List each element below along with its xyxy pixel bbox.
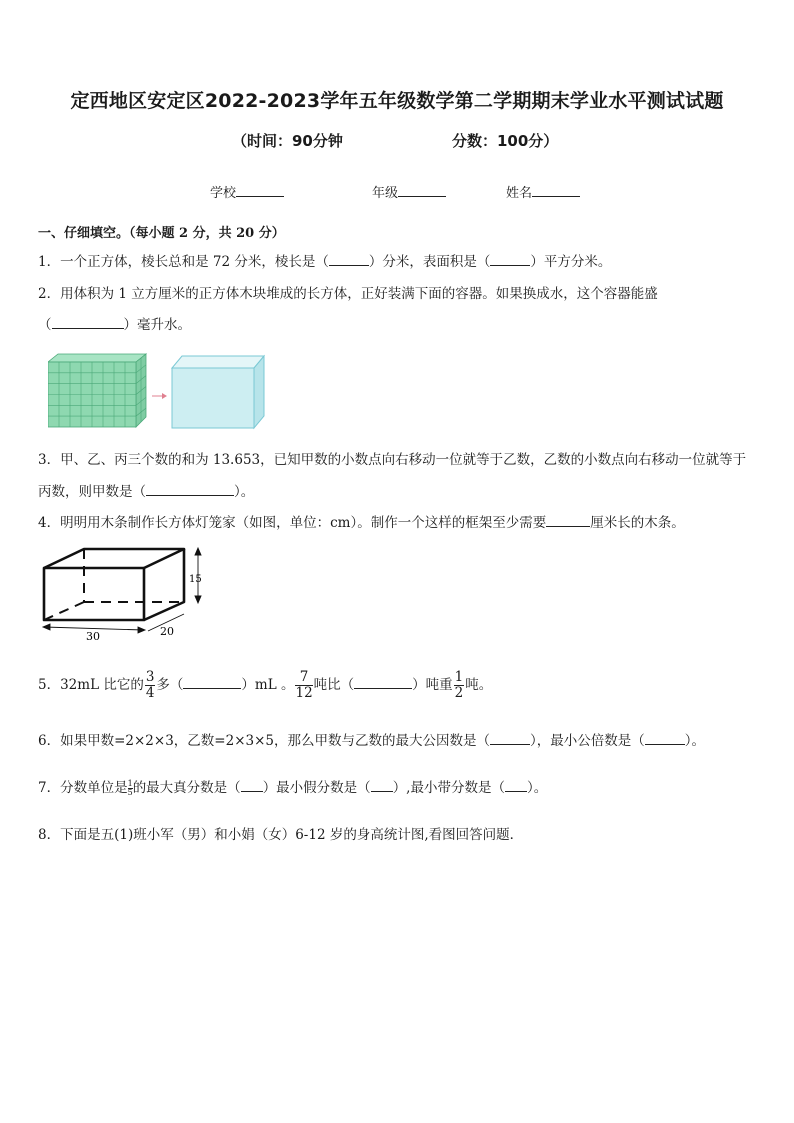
question-4	[38, 511, 685, 531]
q7-text-e: ）。	[526, 780, 548, 796]
q5-fraction-3-4: $\frac{3}{4}$	[145, 669, 155, 701]
school-label: 学校	[210, 186, 237, 201]
q2-text-a: （	[38, 317, 52, 333]
q6-blank-1[interactable]	[490, 730, 530, 745]
q2-figure	[48, 352, 268, 432]
dim-width-label: 20	[160, 625, 174, 638]
dim-length-label: 30	[86, 630, 100, 643]
q5-blank-2[interactable]	[354, 674, 412, 689]
q7-text-c: ）最小假分数是（	[262, 780, 371, 796]
page-title: 定西地区安定区2022-2023学年五年级数学第二学期期末学业水平测试试题	[70, 90, 724, 112]
name-field[interactable]	[506, 182, 580, 201]
cuboid-top-face	[44, 549, 184, 568]
q7-fraction-1-5: $\frac{1}{5}$	[127, 779, 133, 797]
q4-text-b: 厘米长的木条。	[590, 515, 685, 531]
question-8: 8．下面是五(1)班小军（男）和小娟（女）6-12 岁的身高统计图,看图回答问题．	[38, 827, 524, 843]
grade-field[interactable]	[372, 182, 446, 201]
question-2-line2	[38, 313, 191, 333]
q2-text-b: ）毫升水。	[123, 317, 191, 333]
q1-text-c: ）平方分米。	[530, 254, 612, 270]
cuboid-figure	[38, 544, 218, 644]
name-label: 姓名	[506, 186, 533, 201]
dim-height-label: 15	[189, 574, 202, 585]
q3-blank[interactable]	[146, 481, 234, 496]
arrow-icon	[152, 393, 167, 399]
question-2-line1: 2．用体积为 1 立方厘米的正方体木块堆成的长方体，正好装满下面的容器。如果换成水，这个容器能盛	[38, 286, 658, 302]
q1-blank-2[interactable]	[490, 251, 530, 266]
q5-text-a: 5．32mL 比它的	[38, 677, 144, 693]
question-3-line1: 3．甲、乙、丙三个数的和为 13.653，已知甲数的小数点向右移动一位就等于乙数，乙数的小数点向右移动一位就等于	[38, 452, 747, 468]
q7-text-a: 7．分数单位是	[38, 780, 128, 796]
q4-blank[interactable]	[546, 512, 590, 527]
school-blank[interactable]	[236, 182, 284, 197]
school-field[interactable]	[210, 182, 284, 201]
q7-text-b: 的最大真分数是（	[132, 780, 241, 796]
q5-text-b: 多（	[156, 677, 184, 693]
grade-blank[interactable]	[398, 182, 446, 197]
q1-blank-1[interactable]	[329, 251, 369, 266]
q6-text-b: ），最小公倍数是（	[530, 733, 645, 749]
q5-fraction-7-12: $\frac{7}{12}$	[295, 669, 313, 701]
question-6	[38, 729, 705, 749]
q5-text-d: 吨比（	[313, 677, 355, 693]
q6-text-a: 6．如果甲数=2×2×3，乙数=2×3×5，那么甲数与乙数的最大公因数是（	[38, 733, 490, 749]
question-5	[38, 670, 492, 701]
q3-text-b: ）。	[234, 484, 255, 500]
q3-text-a: 丙数，则甲数是（	[38, 484, 146, 500]
question-7	[38, 776, 547, 797]
question-3-line2	[38, 480, 254, 500]
q5-text-c: ）mL 。	[241, 677, 295, 693]
grade-label: 年级	[372, 186, 399, 201]
section-heading: 一、仔细填空。（每小题 2 分，共 20 分）	[38, 226, 285, 241]
q5-text-f: 吨。	[465, 677, 493, 693]
q4-text-a: 4．明明用木条制作长方体灯笼家（如图，单位：cm）。制作一个这样的框架至少需要	[38, 515, 547, 531]
exam-score: 分数：100分）	[452, 132, 559, 150]
q2-blank[interactable]	[52, 314, 124, 329]
q1-text-a: 1．一个正方体，棱长总和是 72 分米，棱长是（	[38, 254, 329, 270]
q7-blank-3[interactable]	[505, 777, 527, 792]
question-1	[38, 250, 611, 270]
q7-text-d: ）,最小带分数是（	[392, 780, 505, 796]
q7-blank-1[interactable]	[241, 777, 263, 792]
q7-blank-2[interactable]	[371, 777, 393, 792]
exam-time: （时间：90分钟	[232, 132, 343, 150]
container-figure	[172, 356, 264, 428]
q5-blank-1[interactable]	[183, 674, 241, 689]
q6-text-c: ）。	[684, 733, 705, 749]
hidden-edge-depth	[44, 602, 84, 620]
q5-text-e: ）吨重	[412, 677, 453, 693]
name-blank[interactable]	[532, 182, 580, 197]
q1-text-b: ）分米，表面积是（	[368, 254, 491, 270]
cube-stack-figure	[48, 354, 146, 427]
q6-blank-2[interactable]	[645, 730, 685, 745]
q5-fraction-1-2: $\frac{1}{2}$	[454, 669, 464, 701]
